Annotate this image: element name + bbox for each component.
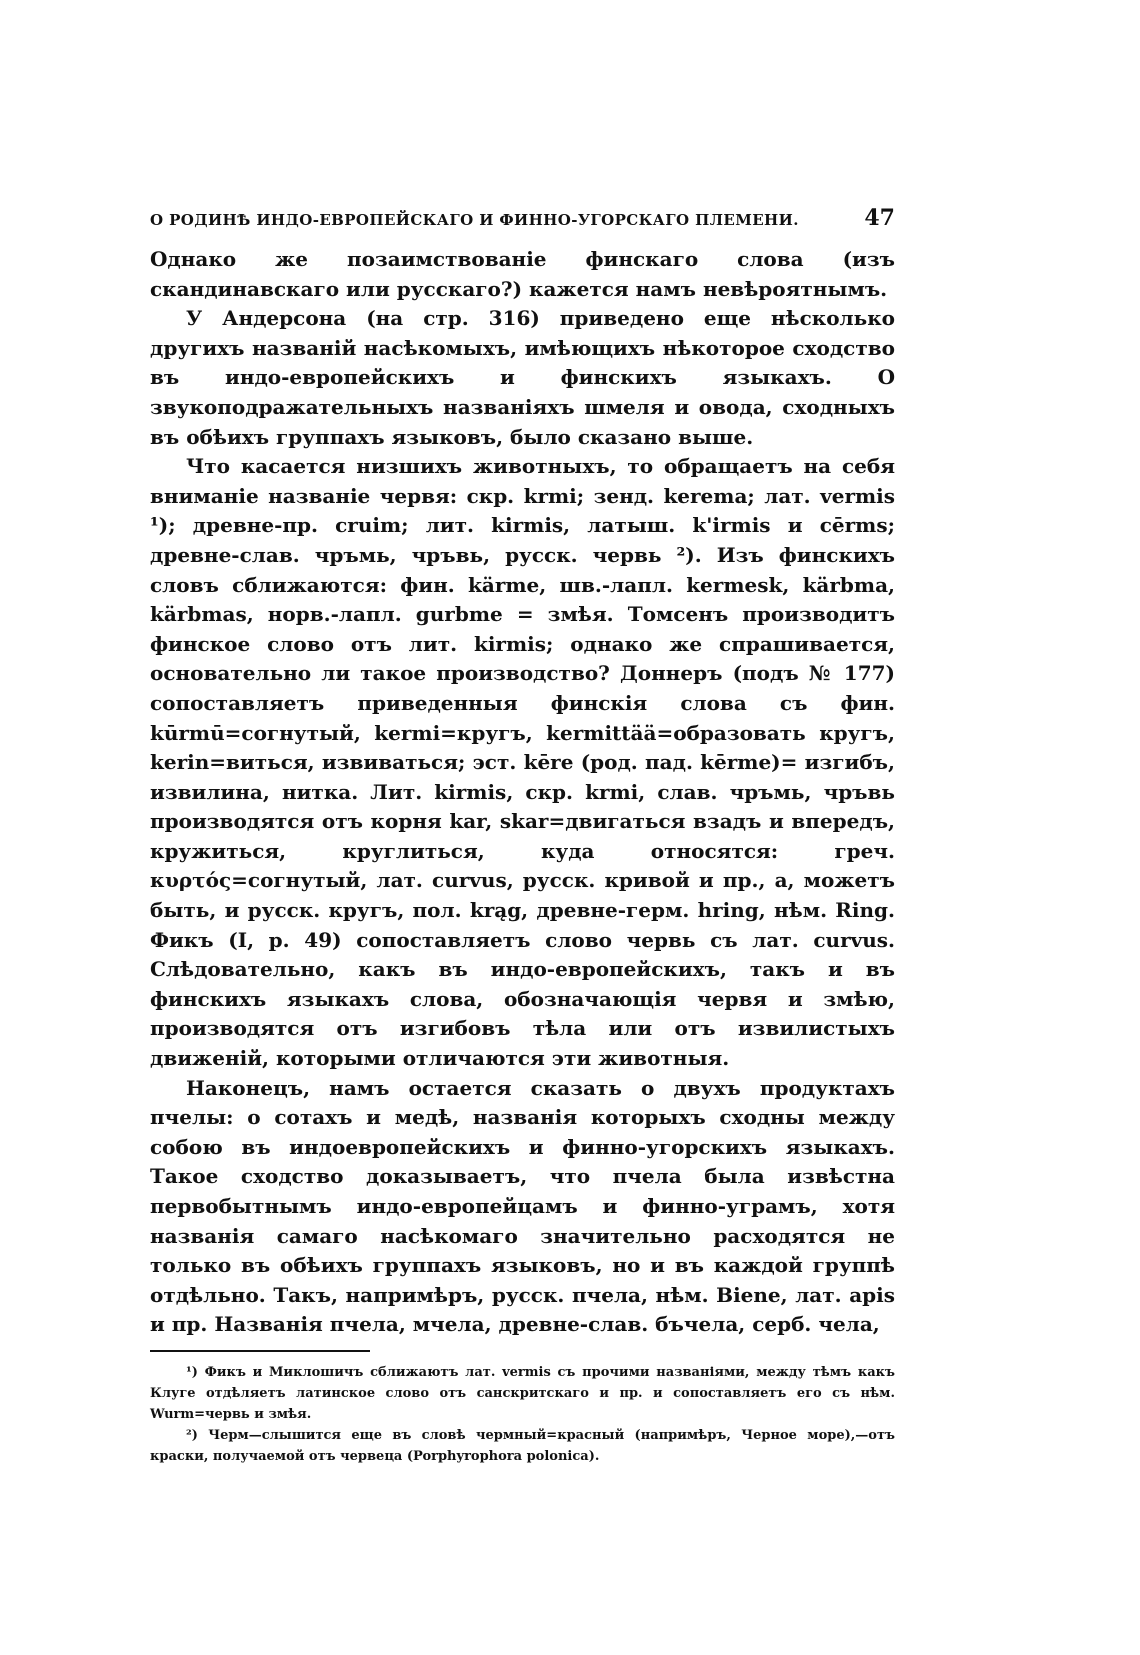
footnote: ²) Черм—слышится еще въ словѣ чермный=красный (напримѣръ, Черное море),—отъ краски, получаемой отъ червеца (Porphyrophora polonica).	[150, 1427, 895, 1464]
paragraph: У Андерсона (на стр. 316) приведено еще нѣсколько другихъ названій насѣкомыхъ, имѣющихъ нѣкоторое сходство въ индо-европейскихъ и финскихъ языкахъ. О звукоподражательныхъ названіяхъ шмеля и овода, сходныхъ въ обѣихъ группахъ языковъ, было сказано выше.	[150, 306, 895, 449]
running-head: О РОДИНѢ ИНДО-ЕВРОПЕЙСКАГО И ФИННО-УГОРСКАГО ПЛЕМЕНИ.	[150, 211, 799, 229]
paragraph: Что касается низшихъ животныхъ, то обращаетъ на себя вниманіе названіе червя: скр. krmi; зенд. kerema; лат. vermis ¹); древне-пр. cruim; лит. kirmis, латыш. k'irmis и cērms; древне-слав. чръмь, чръвь, русск. червь ²). Изъ финскихъ словъ сближаются: фин. kärme, шв.-лапл. kermesk, kärbma, kärbmas, норв.-лапл. gurbme = змѣя. Томсенъ производитъ финское слово отъ лит. kirmis; однако же спрашивается, основательно ли такое производство? Доннеръ (подъ № 177) сопоставляетъ приведенныя финскія слова съ фин. kūrmū=согнутый, kermi=кругъ, kermittää=образовать кругъ, kerin=виться, извиваться; эст. kēre (род. пад. kērme)= изгибъ, извилина, нитка. Лит. kirmis, скр. krmi, слав. чръмь, чръвь производятся отъ корня kar, skar=двигаться взадъ и впередъ, кружиться, круглиться, куда относятся: греч. κυρτός=согнутый, лат. curvus, русск. кривой и пр., а, можетъ быть, и русск. кругъ, пол. krąg, древне-герм. hring, нѣм. Ring. Фикъ (I, p. 49) сопоставляетъ слово червь съ лат. curvus. Слѣдовательно, какъ въ индо-европейскихъ, такъ и въ финскихъ языкахъ слова, обозначающія червя и змѣю, производятся отъ изгибовъ тѣла или отъ извилистыхъ движеній, которыми отличаются эти животныя.	[150, 454, 895, 1071]
body-text	[150, 245, 895, 1340]
footnote-divider	[150, 1350, 370, 1352]
paragraph: Однако же позаимствованіе финскаго слова (изъ скандинавскаго или русскаго?) кажется намъ невѣроятнымъ.	[150, 247, 895, 301]
page-header	[150, 205, 895, 245]
page-number: 47	[864, 205, 895, 231]
footnote: ¹) Фикъ и Миклошичъ сближаютъ лат. vermis съ прочими названіями, между тѣмъ какъ Клуге отдѣляетъ латинское слово отъ санскритскаго и пр. и сопоставляетъ его съ нѣм. Wurm=червь и змѣя.	[150, 1364, 895, 1422]
book-page	[150, 205, 895, 1467]
paragraph: Наконецъ, намъ остается сказать о двухъ продуктахъ пчелы: о сотахъ и медѣ, названія которыхъ сходны между собою въ индоевропейскихъ и финно-угорскихъ языкахъ. Такое сходство доказываетъ, что пчела была извѣстна первобытнымъ индо-европейцамъ и финно-уграмъ, хотя названія самаго насѣкомаго значительно расходятся не только въ обѣихъ группахъ языковъ, но и въ каждой группѣ отдѣльно. Такъ, напримѣръ, русск. пчела, нѣм. Biene, лат. apis и пр. Названія пчела, мчела, древне-слав. бъчела, серб. чела,	[150, 1075, 895, 1337]
footnotes	[150, 1362, 895, 1467]
